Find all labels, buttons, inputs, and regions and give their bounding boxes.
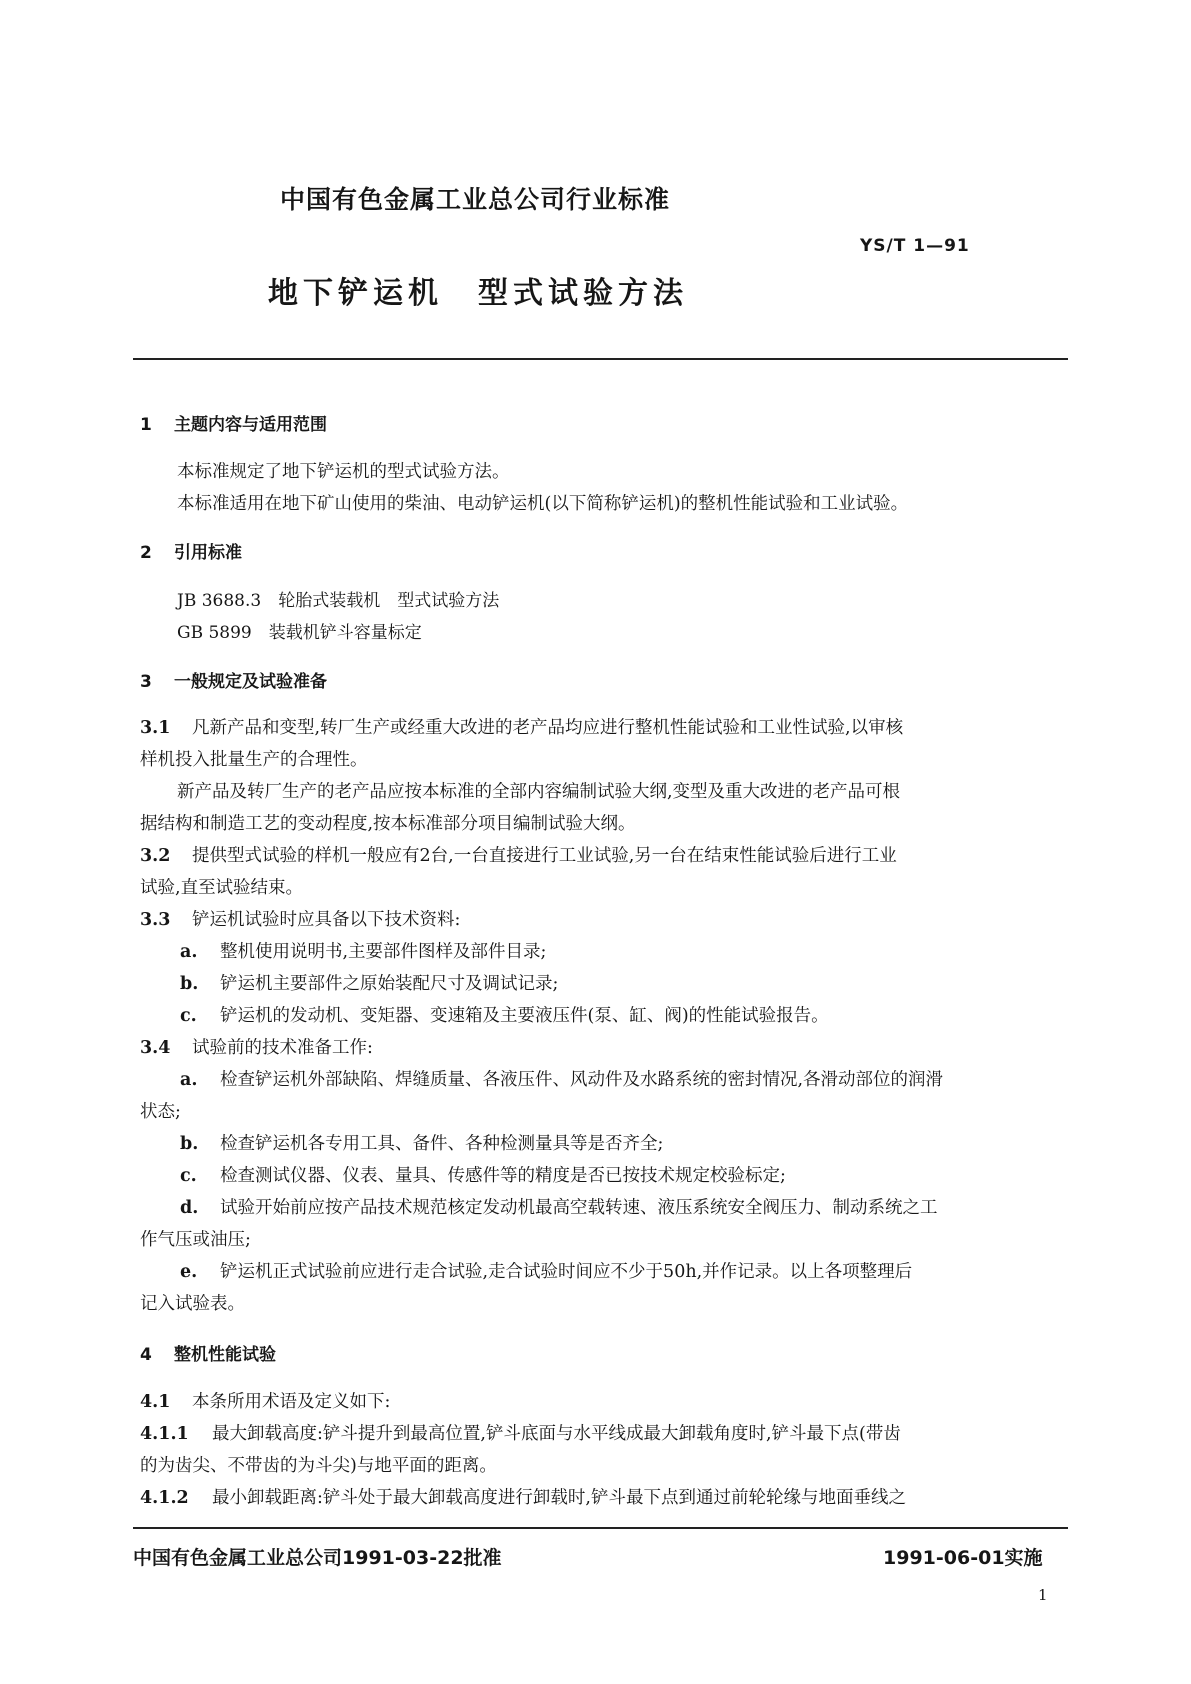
clause-3-4 (140, 1034, 373, 1059)
clause-number: 3.1 (140, 718, 171, 738)
standard-code: YS/T 1—91 (860, 236, 970, 256)
list-label: a. (180, 1070, 198, 1090)
list-text-line: 作气压或油压; (140, 1230, 251, 1250)
clause-text-line: 试验,直至试验结束。 (140, 878, 304, 898)
section-2-heading (140, 538, 242, 563)
list-text: 铲运机的发动机、变矩器、变速箱及主要液压件(泵、缸、阀)的性能试验报告。 (220, 1006, 829, 1026)
clause-number: 3.2 (140, 846, 171, 866)
paragraph: 本标准适用在地下矿山使用的柴油、电动铲运机(以下简称铲运机)的整机性能试验和工业试验。 (177, 494, 909, 514)
clause-text-line: 的为齿尖、不带齿的为斗尖)与地平面的距离。 (140, 1456, 497, 1476)
document-title: 地下铲运机 型式试验方法 (268, 276, 688, 311)
clause-4-1 (140, 1388, 390, 1413)
clause-number: 3.4 (140, 1038, 171, 1058)
clause-text: 提供型式试验的样机一般应有2台,一台直接进行工业试验,另一台在结束性能试验后进行工业 (192, 846, 897, 866)
list-item (180, 1194, 938, 1219)
list-label: d. (180, 1198, 199, 1218)
page-number: 1 (1038, 1586, 1048, 1604)
list-label: c. (180, 1166, 197, 1186)
list-label: c. (180, 1006, 197, 1026)
clause-text-line: 样机投入批量生产的合理性。 (140, 750, 368, 770)
clause-text: 凡新产品和变型,转厂生产或经重大改进的老产品均应进行整机性能试验和工业性试验,以审核 (192, 718, 904, 738)
section-number: 4 (140, 1345, 152, 1365)
list-text: 检查铲运机各专用工具、备件、各种检测量具等是否齐全; (220, 1134, 664, 1154)
list-item (180, 1130, 663, 1155)
clause-3-2 (140, 842, 897, 867)
clause-text: 最大卸载高度:铲斗提升到最高位置,铲斗底面与水平线成最大卸载角度时,铲斗最下点(带齿 (212, 1424, 901, 1444)
clause-text-line: 据结构和制造工艺的变动程度,按本标准部分项目编制试验大纲。 (140, 814, 636, 834)
clause-number: 3.3 (140, 910, 171, 930)
section-3-heading (140, 667, 327, 692)
clause-4-1-1 (140, 1420, 901, 1445)
clause-text: 铲运机试验时应具备以下技术资料: (192, 910, 461, 930)
section-number: 2 (140, 543, 152, 563)
list-item (180, 938, 546, 963)
section-number: 1 (140, 415, 152, 435)
list-text: 整机使用说明书,主要部件图样及部件目录; (220, 942, 547, 962)
section-number: 3 (140, 672, 152, 692)
list-item (180, 1162, 786, 1187)
list-item (180, 1002, 829, 1027)
list-text-line: 记入试验表。 (140, 1294, 245, 1314)
list-text: 铲运机正式试验前应进行走合试验,走合试验时间应不少于50h,并作记录。以上各项整理后 (220, 1262, 913, 1282)
issuing-organization: 中国有色金属工业总公司行业标准 (280, 185, 671, 214)
clause-4-1-2 (140, 1484, 906, 1509)
clause-number: 4.1.1 (140, 1424, 189, 1444)
list-text: 铲运机主要部件之原始装配尺寸及调试记录; (220, 974, 559, 994)
section-title: 一般规定及试验准备 (174, 672, 327, 692)
title-divider (133, 358, 1068, 360)
implementation-date: 1991-06-01实施 (883, 1547, 1043, 1569)
footer-divider (133, 1527, 1068, 1529)
clause-text: 本条所用术语及定义如下: (192, 1392, 391, 1412)
paragraph: 新产品及转厂生产的老产品应按本标准的全部内容编制试验大纲,变型及重大改进的老产品可根 (177, 782, 901, 802)
list-text: 检查测试仪器、仪表、量具、传感件等的精度是否已按技术规定校验标定; (220, 1166, 786, 1186)
section-1-heading (140, 410, 327, 435)
section-title: 主题内容与适用范围 (174, 415, 327, 435)
list-label: b. (180, 1134, 199, 1154)
reference-standard: GB 5899 装载机铲斗容量标定 (177, 623, 422, 643)
clause-text: 试验前的技术准备工作: (192, 1038, 373, 1058)
list-text: 检查铲运机外部缺陷、焊缝质量、各液压件、风动件及水路系统的密封情况,各滑动部位的润滑 (220, 1070, 944, 1090)
section-title: 引用标准 (174, 543, 242, 563)
section-4-heading (140, 1340, 276, 1365)
list-label: e. (180, 1262, 198, 1282)
clause-3-1 (140, 714, 903, 739)
list-item (180, 1258, 912, 1283)
clause-3-3 (140, 906, 460, 931)
list-item (180, 970, 558, 995)
paragraph: 本标准规定了地下铲运机的型式试验方法。 (177, 462, 510, 482)
list-label: a. (180, 942, 198, 962)
list-text-line: 状态; (140, 1102, 181, 1122)
reference-standard: JB 3688.3 轮胎式装载机 型式试验方法 (177, 591, 500, 611)
list-item (180, 1066, 943, 1091)
list-text: 试验开始前应按产品技术规范核定发动机最高空载转速、液压系统安全阀压力、制动系统之工 (220, 1198, 938, 1218)
approval-line: 中国有色金属工业总公司1991-03-22批准 (133, 1547, 502, 1569)
clause-number: 4.1 (140, 1392, 171, 1412)
clause-text: 最小卸载距离:铲斗处于最大卸载高度进行卸载时,铲斗最下点到通过前轮轮缘与地面垂线之 (212, 1488, 906, 1508)
list-label: b. (180, 974, 199, 994)
clause-number: 4.1.2 (140, 1488, 189, 1508)
section-title: 整机性能试验 (174, 1345, 276, 1365)
